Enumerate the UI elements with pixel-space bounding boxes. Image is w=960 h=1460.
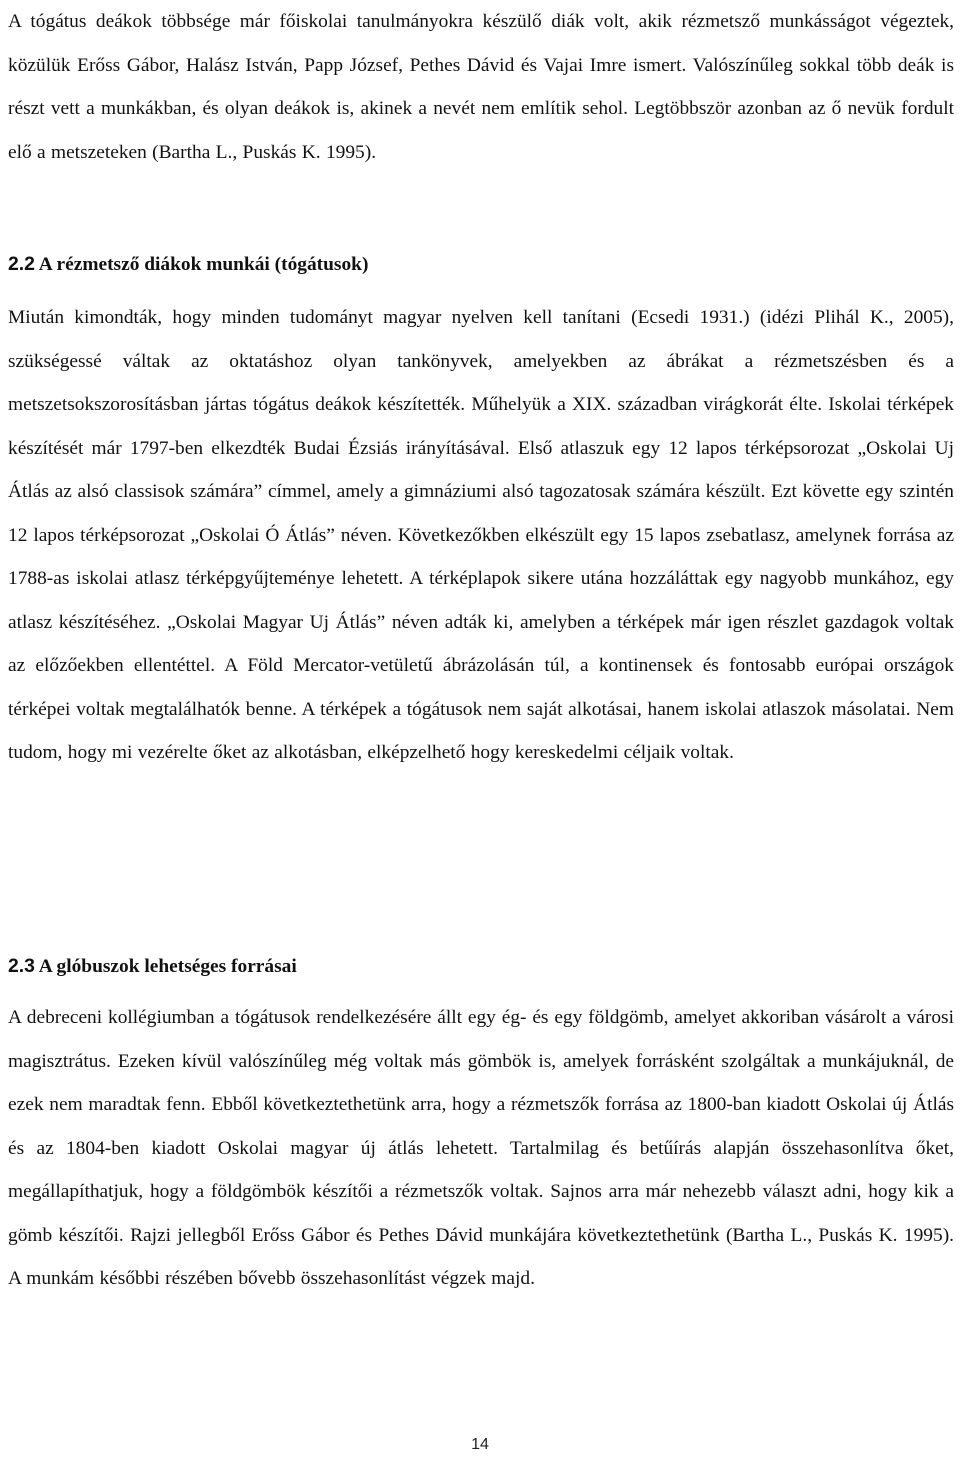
paragraph-engraver-works: Miután kimondták, hogy minden tudományt magyar nyelven kell tanítani (Ecsedi 1931.) (idézi Plihál K., 2005), szükségessé váltak az oktatáshoz olyan tankönyvek, amelyekben az ábrákat a rézmetszésben és a metszetsokszorosításban jártas tógátus deákok készítették. Műhelyük a XIX. században virágkorát élte. Iskolai térképek készítését már 1797-ben elkezdték Budai Ézsiás irányításával. Első atlaszuk egy 12 lapos térképsorozat „Oskolai Uj Átlás az alsó classisok számára” címmel, amely a gimnáziumi alsó tagozatosak számára készült. Ezt követte egy szintén 12 lapos térképsorozat „Oskolai Ó Átlás” néven. Következőkben elkészült egy 15 lapos zsebatlasz, amelynek forrása az 1788-as iskolai atlasz térképgyűjteménye lehetett. A térképlapok sikere utána hozzáláttak egy nagyobb munkához, egy atlasz készítéséhez. „Oskolai Magyar Uj Átlás” néven adták ki, amelyben a térképek már igen részlet gazdagok voltak az előzőekben ellentéttel. A Föld Mercator-vetületű ábrázolásán túl, a kontinensek és fontosabb európai országok térképei voltak megtalálhatók benne. A térképek a tógátusok nem saját alkotásai, hanem iskolai atlaszok másolatai. Nem tudom, hogy mi vezérelte őket az alkotásban, elképzelhető hogy kereskedelmi céljaik voltak. xyxy=(8,307,954,763)
section-title: A glóbuszok lehetséges forrásai xyxy=(34,956,297,977)
section-title: A rézmetsző diákok munkái (tógátusok) xyxy=(34,254,369,275)
section-number: 2.3 xyxy=(8,955,35,977)
paragraph-globe-sources: A debreceni kollégiumban a tógátusok rendelkezésére állt egy ég- és egy földgömb, amelyet akkoriban vásárolt a városi magisztrátus. Ezeken kívül valószínűleg még voltak más gömbök is, amelyek forrásként szolgáltak a munkájuknál, de ezek nem maradtak fenn. Ebből következtethetünk arra, hogy a rézmetszők forrása az 1800-ban kiadott Oskolai új Átlás és az 1804-ben kiadott Oskolai magyar új átlás lehetett. Tartalmilag és betűírás alapján összehasonlítva őket, megállapíthatjuk, hogy a földgömbök készítői a rézmetszők voltak. Sajnos arra már nehezebb választ adni, hogy kik a gömb készítői. Rajzi jellegből Erőss Gábor és Pethes Dávid munkájára következtethetünk (Bartha L., Puskás K. 1995). A munkám későbbi részében bővebb összehasonlítást végzek majd. xyxy=(8,1007,954,1289)
section-heading-2-2 xyxy=(8,250,954,279)
page-number: 14 xyxy=(471,1436,489,1453)
section-number: 2.2 xyxy=(8,253,35,275)
section-heading-2-3 xyxy=(8,952,954,981)
paragraph-togatus-students: A tógátus deákok többsége már főiskolai tanulmányokra készülő diák volt, akik rézmetsző munkásságot végeztek, közülük Erőss Gábor, Halász István, Papp József, Pethes Dávid és Vajai Imre ismert. Valószínűleg sokkal több deák is részt vett a munkákban, és olyan deákok is, akinek a nevét nem említik sehol. Legtöbbször azonban az ő nevük fordult elő a metszeteken (Bartha L., Puskás K. 1995). xyxy=(8,11,954,163)
